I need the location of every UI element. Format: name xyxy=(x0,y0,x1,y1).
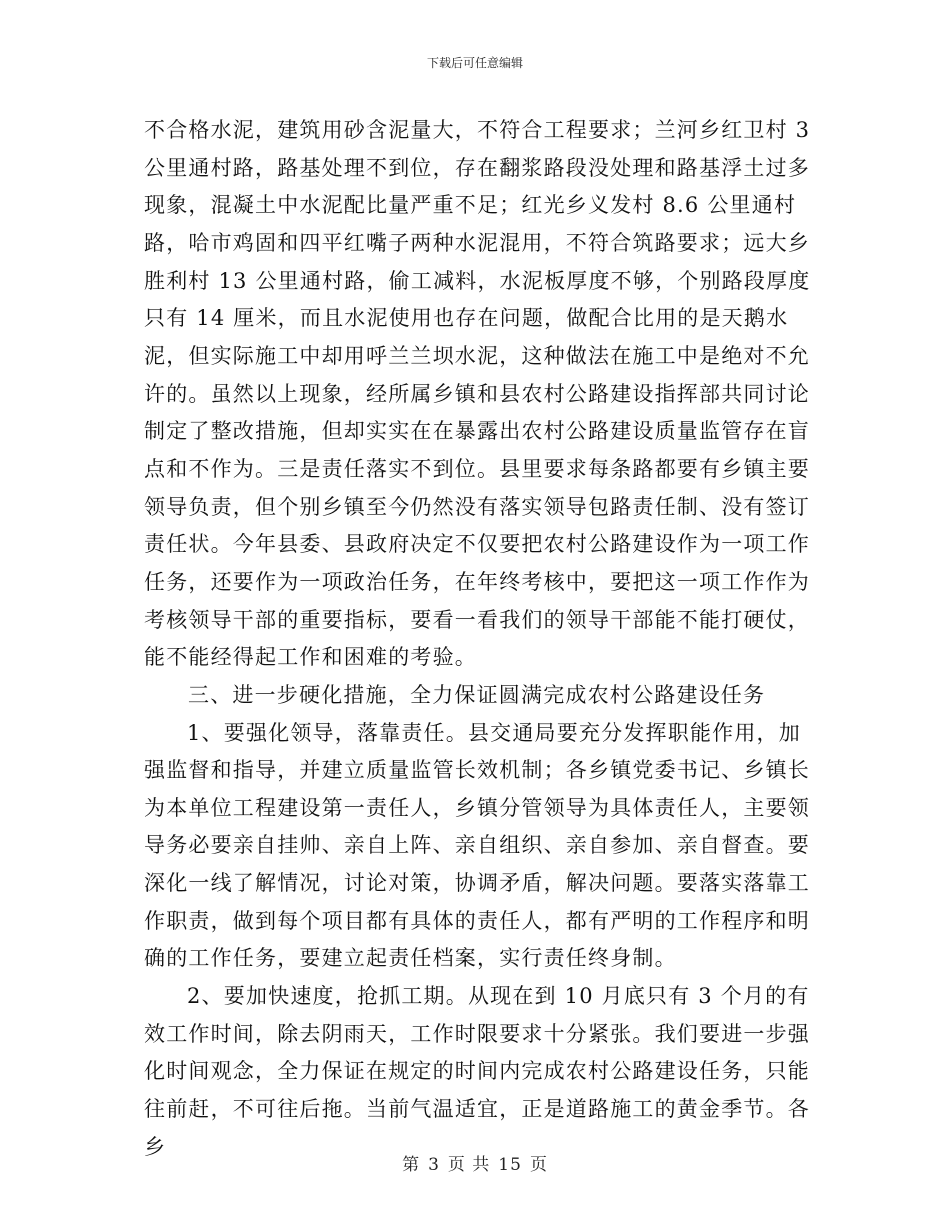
total-page-count: 15 xyxy=(498,1155,522,1175)
footer-prefix: 第 xyxy=(402,1155,421,1175)
current-page-number: 3 xyxy=(428,1155,440,1175)
page-footer xyxy=(0,1150,950,1175)
paragraph-item-2: 2、要加快速度，抢抓工期。从现在到 10 月底只有 3 个月的有效工作时间，除去阴雨天，工作时限要求十分紧张。我们要进一步强化时间观念，全力保证在规定的时间内完成农村公路建设任务，只能往前赶，不可往后拖。当前气温适宜，正是道路施工的黄金季节。各乡 xyxy=(144,984,810,1159)
footer-middle: 页 共 xyxy=(447,1155,491,1175)
page-header: 下载后可任意编辑 xyxy=(426,56,523,70)
section-heading: 三、进一步硬化措施，全力保证圆满完成农村公路建设任务 xyxy=(188,682,766,707)
paragraph-item-1: 1、要强化领导，落靠责任。县交通局要充分发挥职能作用，加强监督和指导，并建立质量监管长效机制；各乡镇党委书记、乡镇长为本单位工程建设第一责任人，乡镇分管领导为具体责任人，主要领导务必要亲自挂帅、亲自上阵、亲自组织、亲自参加、亲自督查。要深化一线了解情况，讨论对策，协调矛盾，解决问题。要落实落靠工作职责，做到每个项目都有具体的责任人，都有严明的工作程序和明确的工作任务，要建立起责任档案，实行责任终身制。 xyxy=(144,720,810,971)
document-body xyxy=(144,112,812,1166)
paragraph-continued: 不合格水泥，建筑用砂含泥量大，不符合工程要求；兰河乡红卫村 3 公里通村路，路基处理不到位，存在翻浆路段没处理和路基浮土过多现象，混凝土中水泥配比量严重不足；红光乡义发村 8.6 公里通村路，哈市鸡固和四平红嘴子两种水泥混用，不符合筑路要求；远大乡胜利村 13 公里通村路，偷工减料，水泥板厚度不够，个别路段厚度只有 14 厘米，而且水泥使用也存在问题，做配合比用的是天鹅水泥，但实际施工中却用呼兰兰坝水泥，这种做法在施工中是绝对不允许的。虽然以上现象，经所属乡镇和县农村公路建设指挥部共同讨论制定了整改措施，但却实实在在暴露出农村公路建设质量监管存在盲点和不作为。三是责任落实不到位。县里要求每条路都要有乡镇主要领导负责，但个别乡镇至今仍然没有落实领导包路责任制、没有签订责任状。今年县委、县政府决定不仅要把农村公路建设作为一项工作任务，还要作为一项政治任务，在年终考核中，要把这一项工作作为考核领导干部的重要指标，要看一看我们的领导干部能不能打硬仗，能不能经得起工作和困难的考验。 xyxy=(144,118,811,670)
footer-suffix: 页 xyxy=(529,1155,548,1175)
